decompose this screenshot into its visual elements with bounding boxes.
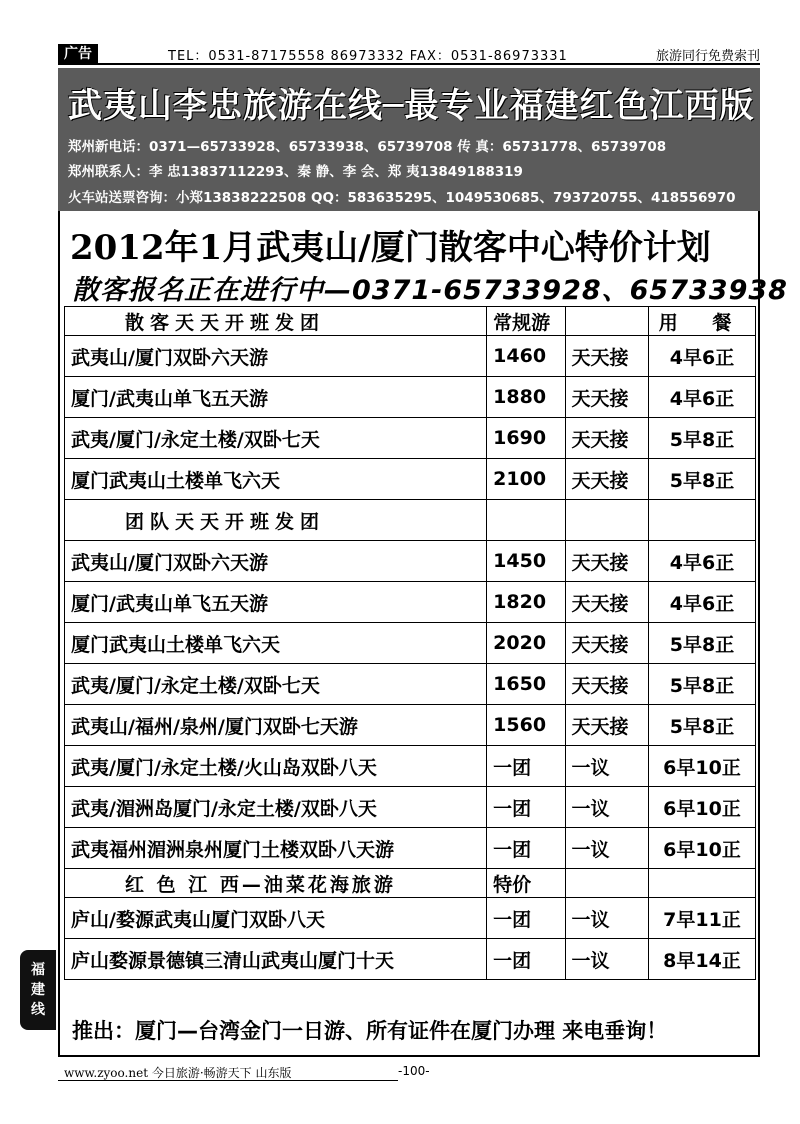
route-cell: 武夷/湄洲岛厦门/永定土楼/双卧八天	[65, 787, 487, 828]
top-bar	[58, 44, 760, 64]
note-cell: 天天接	[565, 623, 649, 664]
meal-cell: 6早10正	[649, 746, 756, 787]
page-number: -100-	[398, 1064, 430, 1078]
table-row	[65, 582, 756, 623]
table-row	[65, 377, 756, 418]
meal-cell: 6早10正	[649, 828, 756, 869]
route-cell: 庐山/婺源武夷山厦门双卧八天	[65, 898, 487, 939]
header-empty	[565, 307, 649, 336]
empty-cell	[565, 869, 649, 898]
note-cell: 一议	[565, 939, 649, 980]
table-row	[65, 746, 756, 787]
note-cell: 天天接	[565, 418, 649, 459]
note-cell: 一议	[565, 828, 649, 869]
contact-people-line: 郑州联系人：李 忠13837112293、秦 静、李 会、郑 夷13849188319	[68, 164, 523, 180]
table-row	[65, 664, 756, 705]
price-cell: 1650	[487, 664, 565, 705]
table-row	[65, 459, 756, 500]
table-row	[65, 939, 756, 980]
route-cell: 庐山婺源景德镇三清山武夷山厦门十天	[65, 939, 487, 980]
price-cell: 1880	[487, 377, 565, 418]
ad-tag: 广告	[58, 44, 98, 64]
route-cell: 厦门/武夷山单飞五天游	[65, 377, 487, 418]
note-cell: 天天接	[565, 582, 649, 623]
note-cell: 天天接	[565, 459, 649, 500]
route-cell: 武夷/厦门/永定土楼/双卧七天	[65, 664, 487, 705]
note-cell: 一议	[565, 787, 649, 828]
meal-header: 用 餐	[649, 307, 756, 336]
empty-cell	[565, 500, 649, 541]
table-row	[65, 898, 756, 939]
table-row	[65, 418, 756, 459]
empty-cell	[487, 500, 565, 541]
meal-cell: 4早6正	[649, 582, 756, 623]
header-panel	[58, 68, 760, 211]
empty-cell	[649, 869, 756, 898]
section-row	[65, 869, 756, 898]
price-cell: 一团	[487, 898, 565, 939]
footer-divider	[58, 1080, 398, 1081]
route-cell: 厦门/武夷山单飞五天游	[65, 582, 487, 623]
table-row	[65, 541, 756, 582]
section-title: 红 色 江 西—油菜花海旅游	[65, 869, 487, 898]
price-cell: 一团	[487, 746, 565, 787]
route-cell: 武夷山/厦门双卧六天游	[65, 541, 487, 582]
table-row	[65, 705, 756, 746]
note-cell: 一议	[565, 898, 649, 939]
free-publication-note: 旅游同行免费索刊	[655, 49, 760, 64]
price-cell: 1450	[487, 541, 565, 582]
note-cell: 天天接	[565, 377, 649, 418]
price-cell: 1460	[487, 336, 565, 377]
meal-cell: 5早8正	[649, 623, 756, 664]
meal-cell: 4早6正	[649, 377, 756, 418]
table-header-row	[65, 307, 756, 336]
route-cell: 厦门武夷山土楼单飞六天	[65, 623, 487, 664]
site-footer-text: www.zyoo.net 今日旅游·畅游天下 山东版	[64, 1066, 292, 1080]
route-cell: 武夷山/厦门双卧六天游	[65, 336, 487, 377]
ticket-delivery-line: 火车站送票咨询：小郑13838222508 QQ：583635295、1049530685、793720755、418556970	[68, 190, 736, 206]
section-row	[65, 500, 756, 541]
side-tab-char: 线	[31, 1002, 45, 1018]
meal-cell: 5早8正	[649, 418, 756, 459]
price-header: 常规游	[487, 307, 565, 336]
meal-cell: 4早6正	[649, 336, 756, 377]
route-cell: 武夷/厦门/永定土楼/火山岛双卧八天	[65, 746, 487, 787]
empty-cell	[649, 500, 756, 541]
table-row	[65, 828, 756, 869]
table-row	[65, 336, 756, 377]
page-subtitle: 散客报名正在进行中—0371-65733928、65733938	[72, 275, 788, 306]
price-cell: 一团	[487, 828, 565, 869]
meal-cell: 6早10正	[649, 787, 756, 828]
section-title: 散客天天开班发团	[65, 307, 487, 336]
page-title: 2012年1月武夷山/厦门散客中心特价计划	[70, 228, 711, 268]
note-cell: 一议	[565, 746, 649, 787]
route-cell: 武夷福州湄洲泉州厦门土楼双卧八天游	[65, 828, 487, 869]
contact-line: TEL：0531-87175558 86973332 FAX：0531-86973331	[168, 49, 568, 64]
side-tab-char: 建	[31, 982, 45, 998]
section-title: 团队天天开班发团	[65, 500, 487, 541]
price-cell: 2100	[487, 459, 565, 500]
price-table	[64, 306, 756, 980]
price-cell: 2020	[487, 623, 565, 664]
note-cell: 天天接	[565, 705, 649, 746]
meal-cell: 5早8正	[649, 705, 756, 746]
route-cell: 武夷/厦门/永定土楼/双卧七天	[65, 418, 487, 459]
price-cell: 1820	[487, 582, 565, 623]
route-cell: 武夷山/福州/泉州/厦门双卧七天游	[65, 705, 487, 746]
price-cell: 1690	[487, 418, 565, 459]
promo-note: 推出：厦门—台湾金门一日游、所有证件在厦门办理 来电垂询！	[72, 1019, 668, 1043]
top-divider	[58, 63, 760, 65]
banner-title: 武夷山李忠旅游在线─最专业福建红色江西版	[68, 86, 755, 126]
price-cell: 一团	[487, 939, 565, 980]
side-tab-char: 福	[31, 962, 45, 978]
price-cell: 一团	[487, 787, 565, 828]
meal-cell: 7早11正	[649, 898, 756, 939]
note-cell: 天天接	[565, 664, 649, 705]
note-cell: 天天接	[565, 336, 649, 377]
meal-cell: 4早6正	[649, 541, 756, 582]
note-cell: 天天接	[565, 541, 649, 582]
table-row	[65, 623, 756, 664]
price-cell: 1560	[487, 705, 565, 746]
meal-cell: 5早8正	[649, 459, 756, 500]
side-tab	[20, 950, 56, 1030]
route-cell: 厦门武夷山土楼单飞六天	[65, 459, 487, 500]
table-row	[65, 787, 756, 828]
meal-cell: 8早14正	[649, 939, 756, 980]
special-price-label: 特价	[487, 869, 565, 898]
zhengzhou-phone-line: 郑州新电话：0371—65733928、65733938、65739708 传 真：65731778、65739708	[68, 139, 667, 155]
meal-cell: 5早8正	[649, 664, 756, 705]
